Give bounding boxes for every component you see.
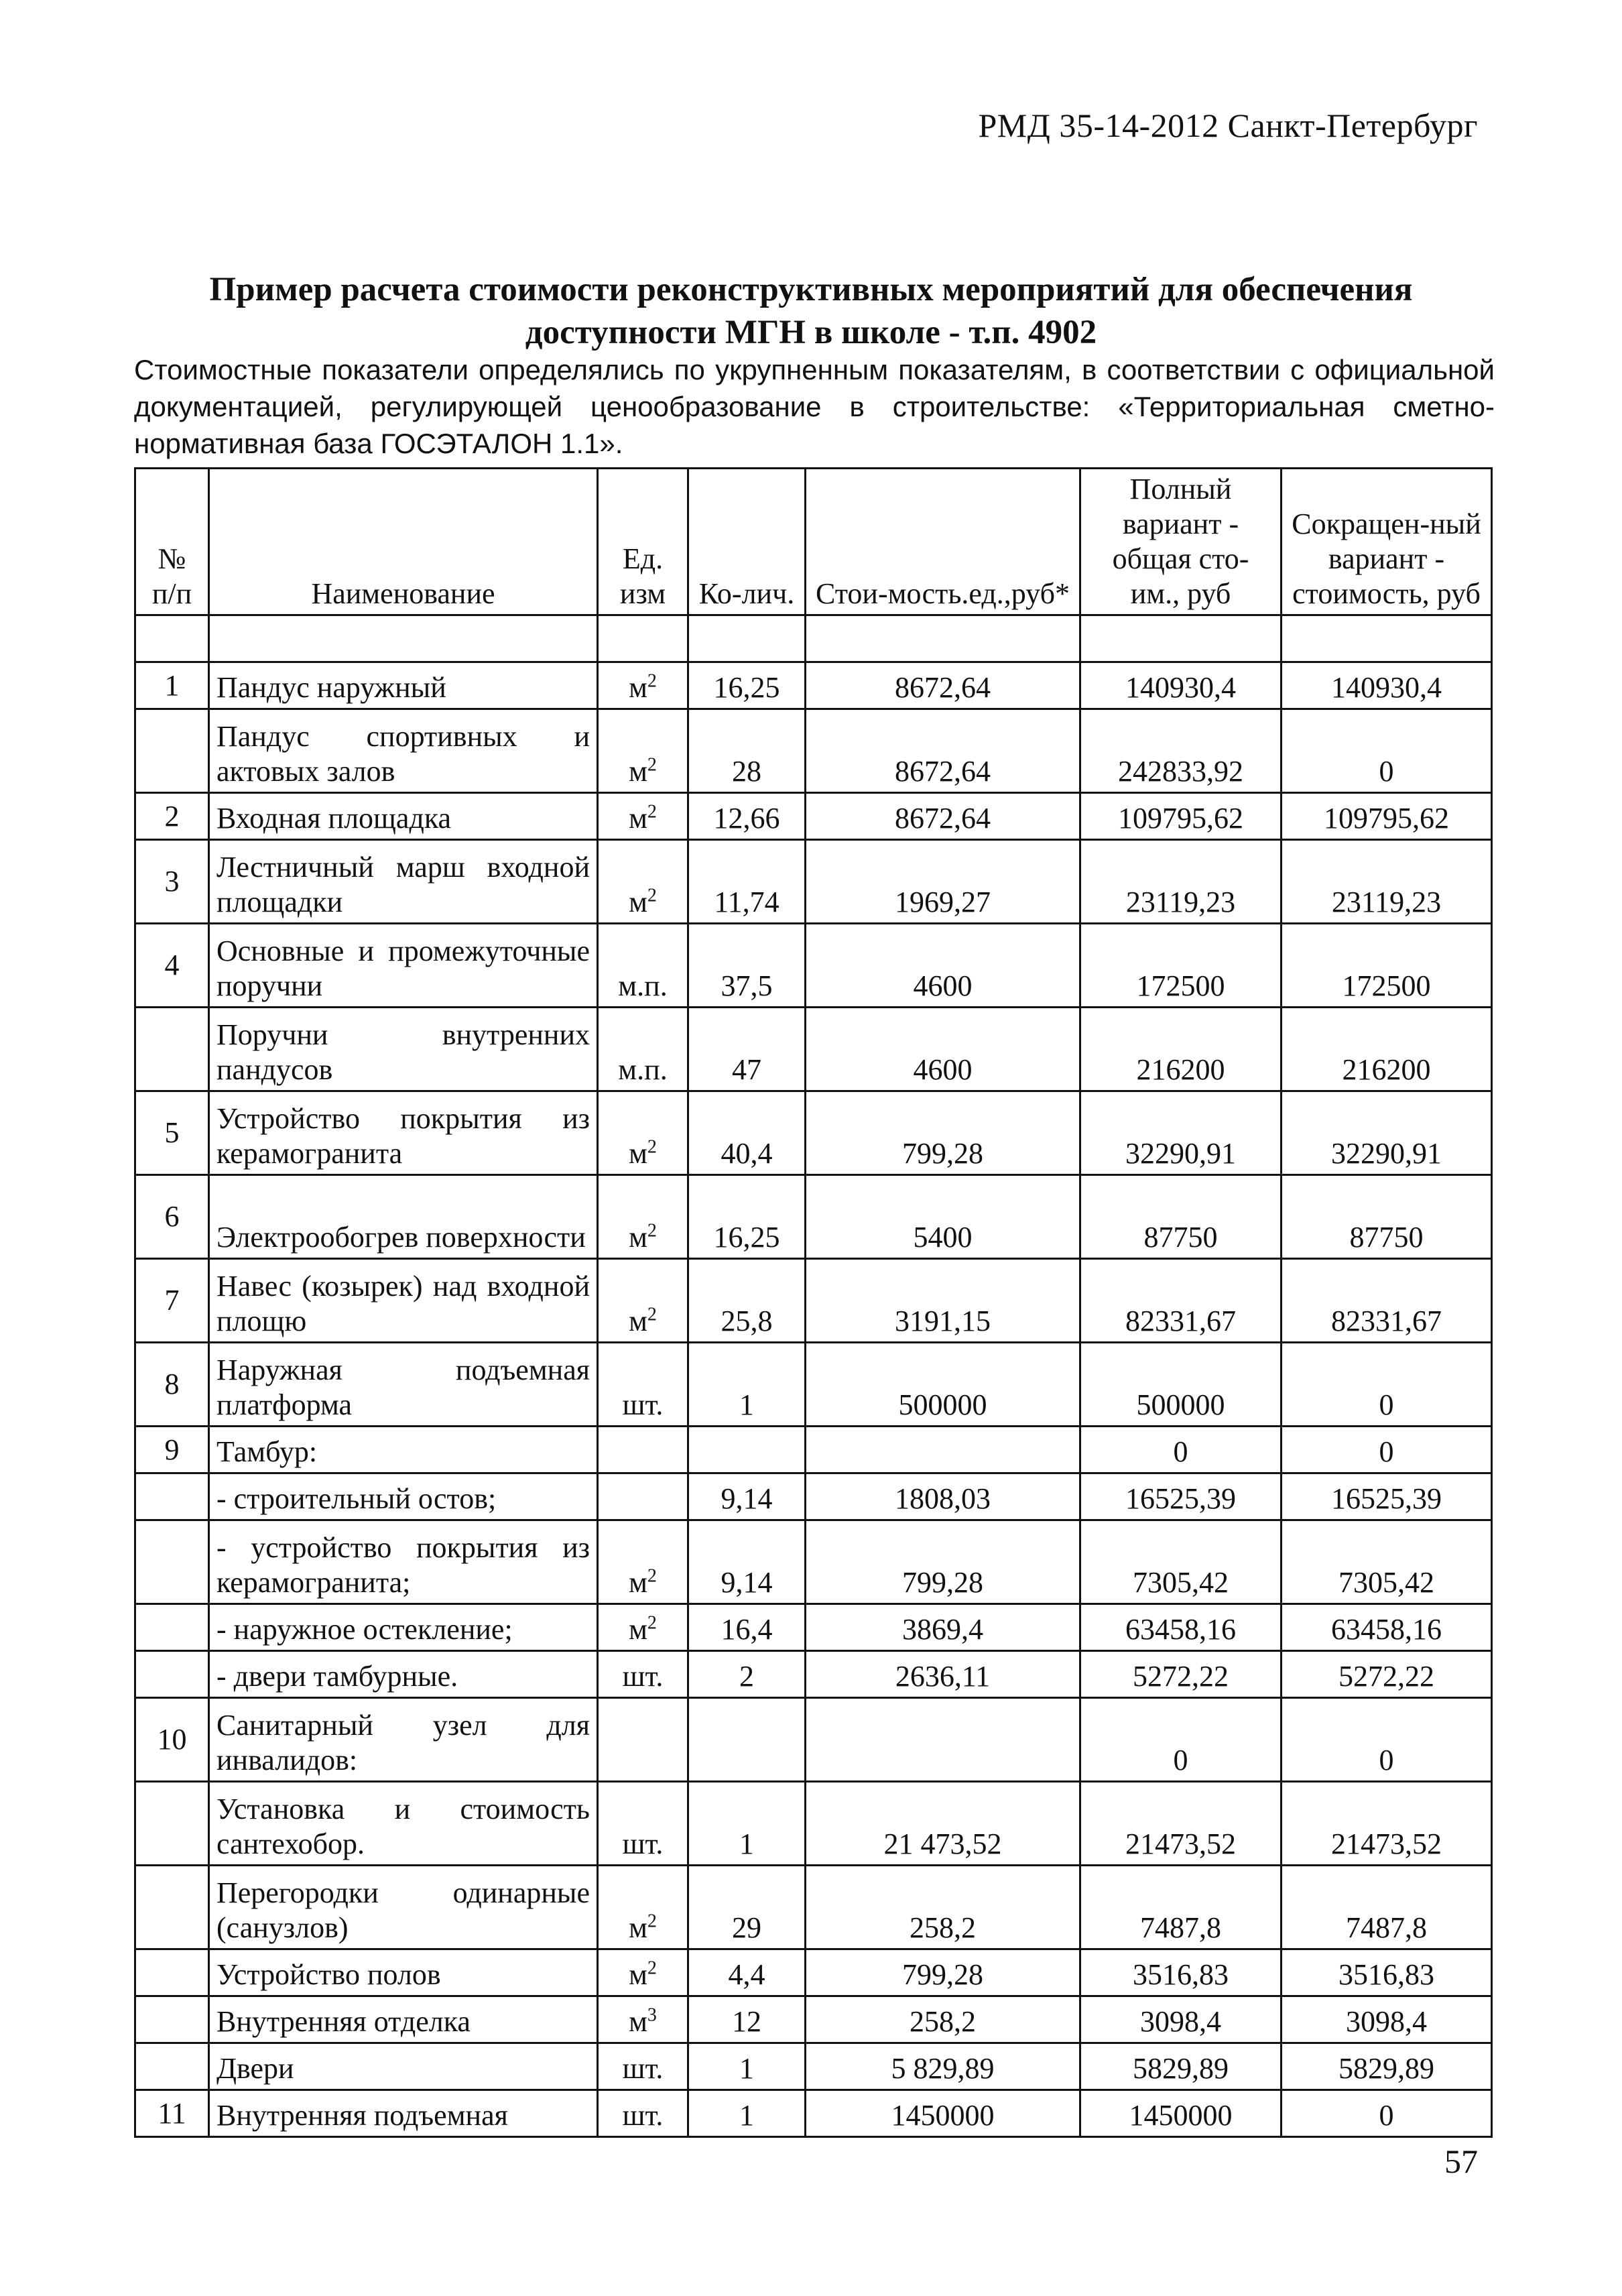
- row-reduced-cost: 87750: [1282, 1175, 1492, 1259]
- row-name: Электрообогрев поверхности: [209, 1175, 598, 1259]
- row-reduced-cost: 3516,83: [1282, 1949, 1492, 1996]
- row-reduced-cost: 0: [1282, 1698, 1492, 1782]
- row-unit: [598, 1427, 688, 1473]
- row-qty: 29: [688, 1866, 806, 1949]
- row-name: Установка и стоимость сантехобор.: [209, 1782, 598, 1866]
- unit-exponent: 2: [647, 754, 657, 776]
- row-reduced-cost: 21473,52: [1282, 1782, 1492, 1866]
- row-full-cost: 500000: [1080, 1343, 1282, 1427]
- row-unit: [598, 1259, 688, 1343]
- row-reduced-cost: 16525,39: [1282, 1473, 1492, 1520]
- unit-exponent: 2: [647, 1304, 657, 1325]
- row-unit-cost: 4600: [806, 924, 1080, 1008]
- row-number: [135, 2043, 209, 2090]
- row-full-cost: 5829,89: [1080, 2043, 1282, 2090]
- row-reduced-cost: 7305,42: [1282, 1520, 1492, 1604]
- table-row: [135, 1604, 1492, 1651]
- row-unit: [598, 1949, 688, 1996]
- row-unit-cost: 1450000: [806, 2090, 1080, 2137]
- row-unit-cost: 799,28: [806, 1091, 1080, 1175]
- row-reduced-cost: 0: [1282, 1427, 1492, 1473]
- row-name: - двери тамбурные.: [209, 1651, 598, 1698]
- row-number: [135, 1782, 209, 1866]
- row-full-cost: 172500: [1080, 924, 1282, 1008]
- row-full-cost: 87750: [1080, 1175, 1282, 1259]
- unit-text: м: [629, 1911, 647, 1944]
- table-row: [135, 2090, 1492, 2137]
- row-qty: 28: [688, 709, 806, 793]
- row-name: Наружная подъемная платформа: [209, 1343, 598, 1427]
- unit-text: шт.: [622, 2099, 664, 2132]
- row-reduced-cost: 0: [1282, 709, 1492, 793]
- row-number: 3: [135, 840, 209, 924]
- row-name: Устройство покрытия из керамогранита: [209, 1091, 598, 1175]
- row-name: Пандус наружный: [209, 662, 598, 709]
- row-unit: [598, 1175, 688, 1259]
- table-row: [135, 1996, 1492, 2043]
- unit-text: м: [629, 886, 647, 918]
- row-number: 9: [135, 1427, 209, 1473]
- unit-exponent: 2: [647, 801, 657, 823]
- unit-text: м: [629, 671, 647, 704]
- title-line-1: Пример расчета стоимости реконструктивных мероприятий для обеспечения: [209, 271, 1413, 308]
- cost-table: [134, 467, 1493, 2138]
- table-header-row: [135, 469, 1492, 615]
- row-full-cost: 242833,92: [1080, 709, 1282, 793]
- row-qty: 12: [688, 1996, 806, 2043]
- row-name: Лестничный марш входной площадки: [209, 840, 598, 924]
- row-full-cost: 82331,67: [1080, 1259, 1282, 1343]
- row-unit-cost: 8672,64: [806, 662, 1080, 709]
- row-full-cost: 0: [1080, 1427, 1282, 1473]
- row-unit-cost: 5400: [806, 1175, 1080, 1259]
- row-number: 5: [135, 1091, 209, 1175]
- page-title: [134, 268, 1488, 354]
- row-unit-cost: 799,28: [806, 1520, 1080, 1604]
- row-qty: [688, 1698, 806, 1782]
- unit-text: шт.: [622, 1660, 664, 1693]
- row-full-cost: 3516,83: [1080, 1949, 1282, 1996]
- row-qty: 25,8: [688, 1259, 806, 1343]
- table-row: [135, 793, 1492, 840]
- row-number: 10: [135, 1698, 209, 1782]
- row-qty: 16,4: [688, 1604, 806, 1651]
- row-full-cost: 3098,4: [1080, 1996, 1282, 2043]
- table-row: [135, 709, 1492, 793]
- unit-exponent: 2: [647, 1136, 657, 1158]
- row-reduced-cost: 82331,67: [1282, 1259, 1492, 1343]
- table-row: [135, 840, 1492, 924]
- row-full-cost: 23119,23: [1080, 840, 1282, 924]
- row-name: Входная площадка: [209, 793, 598, 840]
- row-qty: [688, 1427, 806, 1473]
- row-unit-cost: 3869,4: [806, 1604, 1080, 1651]
- unit-exponent: 2: [647, 670, 657, 692]
- row-reduced-cost: 216200: [1282, 1008, 1492, 1091]
- row-unit-cost: 8672,64: [806, 709, 1080, 793]
- row-full-cost: 140930,4: [1080, 662, 1282, 709]
- table-row: [135, 1343, 1492, 1427]
- row-qty: 1: [688, 2043, 806, 2090]
- row-name: Навес (козырек) над входной площю: [209, 1259, 598, 1343]
- table-row: [135, 1091, 1492, 1175]
- unit-text: м: [629, 755, 647, 788]
- row-qty: 1: [688, 1782, 806, 1866]
- row-unit: [598, 662, 688, 709]
- unit-text: м: [629, 1613, 647, 1646]
- row-qty: 11,74: [688, 840, 806, 924]
- row-number: 11: [135, 2090, 209, 2137]
- row-number: [135, 1651, 209, 1698]
- col-header-unit: Ед. изм: [598, 469, 688, 615]
- row-qty: 9,14: [688, 1473, 806, 1520]
- row-name: Поручни внутренних пандусов: [209, 1008, 598, 1091]
- row-number: 7: [135, 1259, 209, 1343]
- intro-paragraph: Стоимостные показатели определялись по укрупненным показателям, в соответствии с официальной документацией, регулирующей ценообразование в строительстве: «Территориальная сметно-нормативная база ГОСЭТАЛОН 1.1».: [134, 354, 1495, 459]
- row-number: [135, 1520, 209, 1604]
- unit-text: м: [629, 1137, 647, 1170]
- row-qty: 12,66: [688, 793, 806, 840]
- table-row: [135, 662, 1492, 709]
- row-reduced-cost: 32290,91: [1282, 1091, 1492, 1175]
- row-full-cost: 63458,16: [1080, 1604, 1282, 1651]
- unit-exponent: 2: [647, 1957, 657, 1979]
- row-name: - строительный остов;: [209, 1473, 598, 1520]
- unit-exponent: 2: [647, 1911, 657, 1932]
- row-unit: [598, 924, 688, 1008]
- row-qty: 16,25: [688, 662, 806, 709]
- table-row: [135, 1949, 1492, 1996]
- row-reduced-cost: 7487,8: [1282, 1866, 1492, 1949]
- row-full-cost: 216200: [1080, 1008, 1282, 1091]
- row-unit-cost: 799,28: [806, 1949, 1080, 1996]
- row-number: 6: [135, 1175, 209, 1259]
- row-unit: [598, 1866, 688, 1949]
- row-unit: [598, 1782, 688, 1866]
- row-unit-cost: 8672,64: [806, 793, 1080, 840]
- row-qty: 40,4: [688, 1091, 806, 1175]
- row-reduced-cost: 0: [1282, 2090, 1492, 2137]
- row-unit: [598, 1091, 688, 1175]
- col-header-full: Полный вариант - общая сто-им., руб: [1080, 469, 1282, 615]
- row-unit: [598, 2043, 688, 2090]
- row-full-cost: 7487,8: [1080, 1866, 1282, 1949]
- table-row: [135, 1698, 1492, 1782]
- row-unit: [598, 709, 688, 793]
- page-number: 57: [1444, 2142, 1478, 2180]
- row-reduced-cost: 109795,62: [1282, 793, 1492, 840]
- row-number: 1: [135, 662, 209, 709]
- row-reduced-cost: 23119,23: [1282, 840, 1492, 924]
- row-name: - наружное остекление;: [209, 1604, 598, 1651]
- row-unit-cost: 1969,27: [806, 840, 1080, 924]
- row-reduced-cost: 5829,89: [1282, 2043, 1492, 2090]
- unit-text: м: [629, 1305, 647, 1337]
- row-name: Двери: [209, 2043, 598, 2090]
- row-full-cost: 109795,62: [1080, 793, 1282, 840]
- col-header-num: № п/п: [135, 469, 209, 615]
- table-row: [135, 1008, 1492, 1091]
- row-qty: 37,5: [688, 924, 806, 1008]
- table-row: [135, 1473, 1492, 1520]
- row-name: Санитарный узел для инвалидов:: [209, 1698, 598, 1782]
- row-unit-cost: [806, 1698, 1080, 1782]
- row-reduced-cost: 5272,22: [1282, 1651, 1492, 1698]
- table-spacer-row: [135, 615, 1492, 662]
- row-full-cost: 16525,39: [1080, 1473, 1282, 1520]
- row-number: [135, 1866, 209, 1949]
- row-unit: [598, 1698, 688, 1782]
- row-unit-cost: 258,2: [806, 1996, 1080, 2043]
- row-qty: 16,25: [688, 1175, 806, 1259]
- unit-text: м.п.: [618, 1053, 668, 1086]
- row-unit-cost: 1808,03: [806, 1473, 1080, 1520]
- row-unit: [598, 793, 688, 840]
- row-number: [135, 1473, 209, 1520]
- table-row: [135, 1427, 1492, 1473]
- row-name: Тамбур:: [209, 1427, 598, 1473]
- row-unit: [598, 1343, 688, 1427]
- row-qty: 1: [688, 1343, 806, 1427]
- row-unit: [598, 1996, 688, 2043]
- row-unit: [598, 1604, 688, 1651]
- row-number: [135, 1949, 209, 1996]
- row-full-cost: 21473,52: [1080, 1782, 1282, 1866]
- row-reduced-cost: 140930,4: [1282, 662, 1492, 709]
- col-header-reduced: Сокращен-ный вариант - стоимость, руб: [1282, 469, 1492, 615]
- table-row: [135, 2043, 1492, 2090]
- row-unit: [598, 1651, 688, 1698]
- unit-text: шт.: [622, 1388, 664, 1421]
- row-unit-cost: 21 473,52: [806, 1782, 1080, 1866]
- table-row: [135, 1782, 1492, 1866]
- col-header-qty: Ко-лич.: [688, 469, 806, 615]
- row-qty: 47: [688, 1008, 806, 1091]
- unit-text: м: [629, 2005, 647, 2038]
- row-unit-cost: 500000: [806, 1343, 1080, 1427]
- row-unit-cost: 4600: [806, 1008, 1080, 1091]
- row-name: Внутренняя подъемная: [209, 2090, 598, 2137]
- row-reduced-cost: 63458,16: [1282, 1604, 1492, 1651]
- row-full-cost: 1450000: [1080, 2090, 1282, 2137]
- row-reduced-cost: 3098,4: [1282, 1996, 1492, 2043]
- row-number: [135, 1604, 209, 1651]
- title-line-2: доступности МГН в школе - т.п. 4902: [525, 314, 1097, 351]
- document-reference: РМД 35-14-2012 Санкт-Петербург: [978, 107, 1478, 144]
- unit-text: шт.: [622, 1827, 664, 1860]
- unit-exponent: 2: [647, 1612, 657, 1634]
- row-name: Основные и промежуточные поручни: [209, 924, 598, 1008]
- unit-text: м.п.: [618, 969, 668, 1002]
- row-reduced-cost: 172500: [1282, 924, 1492, 1008]
- unit-text: м: [629, 802, 647, 835]
- unit-exponent: 3: [647, 2004, 657, 2026]
- unit-exponent: 2: [647, 1565, 657, 1587]
- col-header-unit-cost: Стои-мость.ед.,руб*: [806, 469, 1080, 615]
- row-unit: [598, 1008, 688, 1091]
- row-full-cost: 0: [1080, 1698, 1282, 1782]
- unit-exponent: 2: [647, 1220, 657, 1242]
- row-unit-cost: 258,2: [806, 1866, 1080, 1949]
- row-unit-cost: 2636,11: [806, 1651, 1080, 1698]
- unit-text: шт.: [622, 2052, 664, 2085]
- row-unit: [598, 2090, 688, 2137]
- row-number: 4: [135, 924, 209, 1008]
- row-number: [135, 1008, 209, 1091]
- table-row: [135, 1175, 1492, 1259]
- row-full-cost: 7305,42: [1080, 1520, 1282, 1604]
- row-number: 8: [135, 1343, 209, 1427]
- row-unit-cost: 5 829,89: [806, 2043, 1080, 2090]
- row-reduced-cost: 0: [1282, 1343, 1492, 1427]
- unit-exponent: 2: [647, 885, 657, 906]
- row-number: [135, 1996, 209, 2043]
- row-qty: 9,14: [688, 1520, 806, 1604]
- row-unit: [598, 840, 688, 924]
- unit-text: м: [629, 1221, 647, 1254]
- row-unit-cost: [806, 1427, 1080, 1473]
- row-qty: 4,4: [688, 1949, 806, 1996]
- row-unit: [598, 1520, 688, 1604]
- row-unit: [598, 1473, 688, 1520]
- row-full-cost: 32290,91: [1080, 1091, 1282, 1175]
- unit-text: м: [629, 1958, 647, 1991]
- table-row: [135, 1866, 1492, 1949]
- row-name: Перегородки одинарные (санузлов): [209, 1866, 598, 1949]
- row-number: 2: [135, 793, 209, 840]
- row-full-cost: 5272,22: [1080, 1651, 1282, 1698]
- table-row: [135, 1651, 1492, 1698]
- row-unit-cost: 3191,15: [806, 1259, 1080, 1343]
- table-row: [135, 1520, 1492, 1604]
- row-qty: 1: [688, 2090, 806, 2137]
- row-name: Внутренняя отделка: [209, 1996, 598, 2043]
- row-number: [135, 709, 209, 793]
- row-name: Устройство полов: [209, 1949, 598, 1996]
- table-row: [135, 924, 1492, 1008]
- table-row: [135, 1259, 1492, 1343]
- row-qty: 2: [688, 1651, 806, 1698]
- col-header-name: Наименование: [209, 469, 598, 615]
- table-body: [135, 662, 1492, 2137]
- row-name: Пандус спортивных и актовых залов: [209, 709, 598, 793]
- row-name: - устройство покрытия из керамогранита;: [209, 1520, 598, 1604]
- unit-text: м: [629, 1566, 647, 1599]
